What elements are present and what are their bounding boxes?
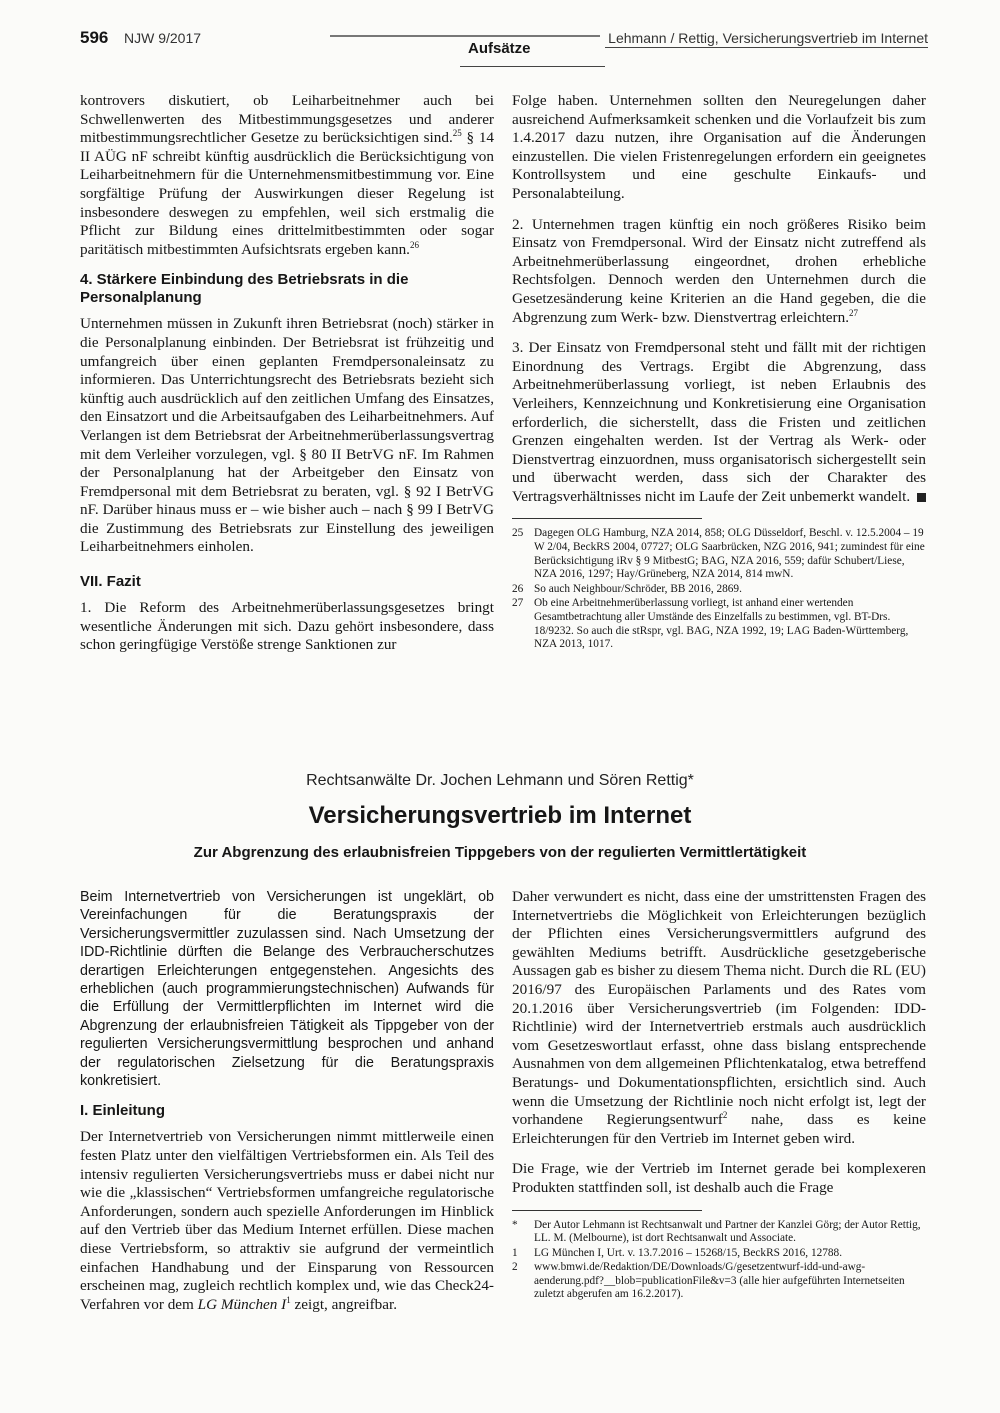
end-of-article-mark bbox=[917, 493, 926, 502]
paragraph: Die Frage, wie der Vertrieb im Internet gerade bei komplexeren Produkten stattfinden soll, ist deshalb auch die Frage bbox=[512, 1160, 926, 1196]
footnote-text: Ob eine Arbeitnehmerüberlassung vorliegt, ist anhand einer wertenden Gesamtbetrachtung aller Umstände des Einzelfalls zu bestimmen, vgl. BT-Drs. 18/9232. So auch die stRspr, vgl. BAG, NZA 1992, 19; LAG Baden-Württemberg, NZA 2013, 1017. bbox=[534, 597, 909, 651]
paragraph: Daher verwundert es nicht, dass eine der umstrittensten Fragen des Internetvertriebs die Möglichkeit von Erleichterungen bezüglich der Pflichten eines Versicherungsvermittlers aufgrund des gewählten Mediums betrifft. Ausdrückliche gesetzgeberische Aussagen gab es bisher zu diesem Thema nicht. Durch die RL (EU) 2016/97 des Europäischen Parlaments und des Rates vom 20.1.2016 über Versicherungsvertrieb (im Folgenden: IDD-Richtlinie) wird der Internetvertrieb erstmals auch ausdrücklich vom Gesetzeswortlaut erfasst, ohne dass bislang entsprechende Ausnahmen von dem allgemeinen Pflichtenkatalog, etwa betreffend Beratungs- und Dokumentationspflichten, ersichtlich sind. Auch wenn die Umsetzung der Richtlinie noch nicht erfolgt ist, legt der vorhandene Regierungsentwurf$^2$ nahe, dass es keine Erleichterungen für den Vertrieb im Internet geben wird. bbox=[512, 888, 926, 1147]
lower-right-column bbox=[512, 888, 926, 1303]
footnotes bbox=[512, 527, 926, 651]
footnote-ref[interactable]: 27 bbox=[849, 307, 858, 318]
section-heading: VII. Fazit bbox=[80, 573, 141, 591]
footnote bbox=[512, 527, 926, 581]
footnote-number: 25 bbox=[512, 527, 524, 540]
article-abstract: Beim Internetvertrieb von Versicherungen ist ungeklärt, ob Vereinfachungen für die Beratungspraxis der Versicherungsvermittler zuzulassen sind. Nach Umsetzung der IDD-Richtlinie dürften die Belange des Verbraucherschutzes derartigen Erleichterungen entgegenstehen. Angesichts des erheblichen (auch programmierungstechnischen) Aufwands für die Erfüllung der Vermittlerpflichten im Internet wird die Abgrenzung der erlaubnisfreien Tätigkeit als Tippgeber von der regulierten Versicherungsvermittlung besprochen und anhand der regulatorischen Zielsetzung für die Beratungspraxis konkretisiert. bbox=[80, 889, 494, 1090]
paragraph: kontrovers diskutiert, ob Leiharbeitnehmer auch bei Schwellenwerten des Mitbestimmungsgesetzes und anderer mitbestimmungsrechtlicher Gesetze zu berücksichtigen sind.$^{25}$ § 14 II AÜG nF schreibt künftig ausdrücklich die Berücksichtigung von Leiharbeitnehmern für die Unternehmensmitbestimmung vor. Eine sorgfältige Prüfung der Auswirkungen dieser Regelung ist insbesondere deswegen zu empfehlen, weil sich erstmalig die Pflicht zur Bildung eines drittelmitbestimmten oder sogar paritätisch mitbestimmten Aufsichtsrats ergeben kann.$^{26}$ bbox=[80, 92, 495, 258]
upper-left-column bbox=[80, 92, 494, 663]
footnote-ref[interactable]: 1 bbox=[286, 1294, 291, 1305]
footnote-text: Der Autor Lehmann ist Rechtsanwalt und Partner der Kanzlei Görg; der Autor Rettig, LL. M. (Melbourne), ist dort Rechtsanwalt und Associate. bbox=[534, 1218, 921, 1245]
footnote-text: www.bmwi.de/Redaktion/DE/Downloads/G/gesetzentwurf-idd-und-awg-aenderung.pdf?__blob=publicationFile&v=3 (alle hier aufgeführten Internetseiten zuletzt abgerufen am 16.2.2017). bbox=[534, 1261, 905, 1301]
journal-issue: NJW 9/2017 bbox=[124, 30, 202, 46]
paragraph: Folge haben. Unternehmen sollten den Neuregelungen daher ausreichend Aufmerksamkeit schenken und die Vorlaufzeit bis zum 1.4.2017 dazu nutzen, ihre Organisation auf die Änderungen einzustellen. Die vielen Fristenregelungen erfordern ein geeignetes Kontrollsystem und eine geschulte Einkaufs- und Personalabteilung. bbox=[512, 92, 926, 202]
footnote-number: 26 bbox=[512, 582, 524, 595]
footnote-ref[interactable]: 26 bbox=[409, 239, 419, 250]
footnote-ref[interactable]: 2 bbox=[722, 1110, 728, 1121]
article-title: Versicherungsvertrieb im Internet bbox=[308, 802, 692, 829]
paragraph: Der Internetvertrieb von Versicherungen nimmt mittlerweile einen festen Platz unter den vielfältigen Vertriebsformen ein. Als Teil des intensiv regulierten Versicherungsvertriebs muss er dabei nicht nur wie die „klassischen“ Vertriebsformen umfangreiche regulatorische Anforderungen, sondern auch spezielle Anforderungen im Hinblick auf den Vertrieb über das Medium Internet erfüllen. Diese machen diese Vertriebsform, so attraktiv sie aufgrund der vermeintlich einfachen Handhabung und der Einsparung von Ressourcen erscheinen mag, zugleich rechtlich komplex und, wie das Check24-Verfahren vor dem LG München $I^1$ zeigt, angreifbar. bbox=[80, 1128, 494, 1313]
lower-left-column bbox=[80, 888, 494, 1322]
page-header bbox=[80, 28, 928, 68]
section-rubric: Aufsätze bbox=[468, 40, 531, 57]
upper-right-column bbox=[512, 92, 926, 653]
footnote bbox=[512, 597, 926, 651]
footnotes bbox=[512, 1219, 926, 1303]
section-heading: 4. Stärkere Einbindung des Betriebsrats in die Personalplanung bbox=[80, 271, 409, 307]
paragraph: 2. Unternehmen tragen künftig ein noch größeres Risiko beim Einsatz von Fremdpersonal. Wird der Einsatz nicht zutreffend als Arbeitnehmerüberlassung eingeordnet, drohen erhebliche Rechtsfolgen. Dennoch werden den Unternehmen durch die Gesetzesänderung keine Kriterien an die Hand gegeben, die die Abgrenzung zum Werk- bzw. Dienstvertrag erleichtern.$^{27}$ bbox=[512, 215, 926, 326]
header-rule-top bbox=[330, 35, 600, 37]
footnote bbox=[512, 583, 926, 597]
footnote bbox=[512, 1261, 926, 1302]
header-rule-rubric bbox=[460, 66, 605, 67]
section-heading: I. Einleitung bbox=[80, 1102, 165, 1120]
footnote-number: 27 bbox=[512, 597, 524, 610]
footnote-rule bbox=[512, 518, 702, 519]
article-authors: Rechtsanwälte Dr. Jochen Lehmann und Sören Rettig* bbox=[306, 772, 694, 789]
footnote bbox=[512, 1219, 926, 1246]
footnote-number: 1 bbox=[512, 1246, 518, 1259]
footnote-text: Dagegen OLG Hamburg, NZA 2014, 858; OLG Düsseldorf, Beschl. v. 12.5.2004 – 19 W 2/04, BeckRS 2004, 07727; OLG Saarbrücken, NZG 2016, 941; zumindest für eine Berücksichtigung iRv § 9 MitbestG; BAG, NZA 2016, 559; dafür Schubert/Liese, NZA 2016, 1297; Hay/Grüneberg, NZA 2014, 814 mwN. bbox=[534, 527, 925, 581]
paragraph: 3. Der Einsatz von Fremdpersonal steht und fällt mit der richtigen Einordnung des Vertrags. Ergibt die Abgrenzung, dass Arbeitnehmerüberlassung vorliegt, ist neben Erlaubnis des Verleihers, Kennzeichnung und Konkretisierung eine Organisation erforderlich, die sicherstellt, dass die Fristen und zeitlichen Grenzen eingehalten werden. Ist der Vertrag als Werk- oder Dienstvertrag einzuordnen, muss organisatorisch sichergestellt sein und überwacht werden, dass sich der Charakter des Vertragsverhältnisses nicht im Laufe der Zeit unbemerkt wandelt. bbox=[512, 339, 926, 505]
page-number: 596 bbox=[80, 28, 109, 47]
header-rule-right bbox=[605, 47, 928, 48]
footnote-rule bbox=[512, 1210, 702, 1211]
footnote-number: * bbox=[512, 1218, 518, 1231]
footnote-text: LG München I, Urt. v. 13.7.2016 – 15268/15, BeckRS 2016, 12788. bbox=[534, 1246, 843, 1259]
paragraph: Unternehmen müssen in Zukunft ihren Betriebsrat (noch) stärker in die Personalplanung einbinden. Der Betriebsrat ist frühzeitig und umfangreich über einen geplanten Fremdpersonaleinsatz zu informieren. Das Unterrichtungsrecht des Betriebsrats bezieht sich künftig auch ausdrücklich auf den zeitlichen Umfang des Einsatzes, den Einsatzort und die Arbeitsaufgaben des Leiharbeitnehmers. Auf Verlangen ist dem Betriebsrat der Arbeitnehmerüberlassungsvertrag mit dem Verleiher vorzulegen, vgl. § 80 II BetrVG nF. Im Rahmen der Personalplanung hat der Arbeitgeber den Einsatz von Fremdpersonal mit dem Betriebsrat zu beraten, vgl. § 92 I BetrVG nF. Darüber hinaus muss er – wie bisher auch – nach § 99 I BetrVG die Zustimmung des Betriebsrats zur Einstellung des jeweiligen Leiharbeitnehmers einholen. bbox=[80, 315, 494, 556]
footnote-text: So auch Neighbour/Schröder, BB 2016, 2869. bbox=[534, 582, 742, 595]
footnote bbox=[512, 1247, 926, 1261]
paragraph: 1. Die Reform des Arbeitnehmerüberlassungsgesetzes bringt wesentliche Änderungen mit sich. Dazu gehört insbesondere, dass schon geringfügige Verstöße strenge Sanktionen zur bbox=[80, 599, 494, 654]
footnote-ref[interactable]: 25 bbox=[452, 128, 462, 139]
running-title: Lehmann / Rettig, Versicherungsvertrieb im Internet bbox=[608, 30, 928, 46]
footnote-number: 2 bbox=[512, 1261, 518, 1274]
article-subtitle: Zur Abgrenzung des erlaubnisfreien Tippgebers von der regulierten Vermittlertätigkeit bbox=[193, 844, 807, 861]
